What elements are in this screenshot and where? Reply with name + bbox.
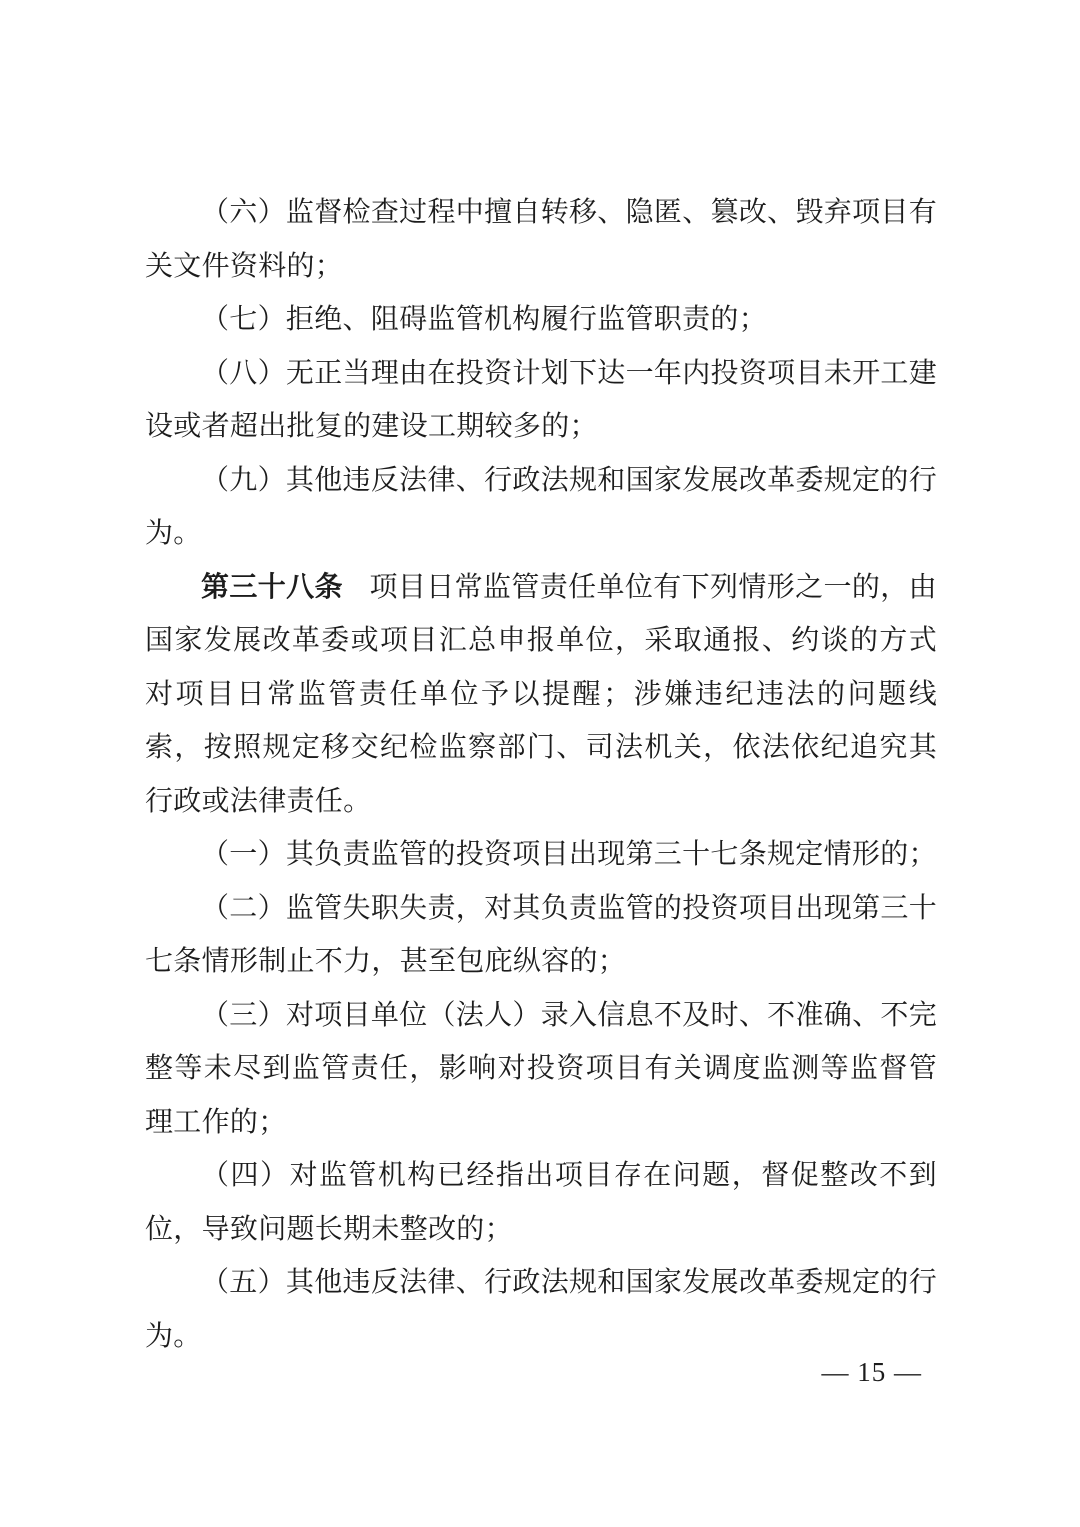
paragraph-text: （五）其他违反法律、行政法规和国家发展改革委规定的行为。 bbox=[145, 1267, 937, 1352]
paragraph-clause-9 bbox=[145, 454, 937, 561]
paragraph-clause-3 bbox=[145, 989, 937, 1150]
paragraph-clause-4 bbox=[145, 1149, 937, 1256]
paragraph-clause-2 bbox=[145, 882, 937, 989]
page-number: — 15 — bbox=[821, 1357, 922, 1387]
paragraph-text: （七）拒绝、阻碍监管机构履行监管职责的； bbox=[201, 304, 768, 335]
paragraph-text: 项目日常监管责任单位有下列情形之一的，由国家发展改革委或项目汇总申报单位，采取通报、约谈的方式对项目日常监管责任单位予以提醒；涉嫌违纪违法的问题线索，按照规定移交纪检监察部门、司法机关，依法依纪追究其行政或法律责任。 bbox=[145, 571, 937, 817]
paragraph-text: （九）其他违反法律、行政法规和国家发展改革委规定的行为。 bbox=[145, 464, 937, 549]
paragraph-text: （八）无正当理由在投资计划下达一年内投资项目未开工建设或者超出批复的建设工期较多的； bbox=[145, 357, 937, 442]
article-number-heading: 第三十八条 bbox=[201, 571, 343, 603]
paragraph-clause-8 bbox=[145, 347, 937, 454]
paragraph-article-38 bbox=[145, 561, 937, 829]
document-body bbox=[145, 186, 937, 1363]
paragraph-text: （六）监督检查过程中擅自转移、隐匿、篡改、毁弃项目有关文件资料的； bbox=[145, 197, 937, 282]
paragraph-clause-5 bbox=[145, 1256, 937, 1363]
paragraph-text: （三）对项目单位（法人）录入信息不及时、不准确、不完整等未尽到监管责任，影响对投资项目有关调度监测等监督管理工作的； bbox=[145, 999, 937, 1138]
paragraph-text: （一）其负责监管的投资项目出现第三十七条规定情形的； bbox=[201, 839, 937, 870]
paragraph-clause-7 bbox=[145, 293, 937, 347]
paragraph-text: （二）监管失职失责，对其负责监管的投资项目出现第三十七条情形制止不力，甚至包庇纵容的； bbox=[145, 892, 937, 977]
paragraph-text: （四）对监管机构已经指出项目存在问题，督促整改不到位，导致问题长期未整改的； bbox=[145, 1160, 937, 1245]
paragraph-clause-6 bbox=[145, 186, 937, 293]
paragraph-clause-1 bbox=[145, 828, 937, 882]
